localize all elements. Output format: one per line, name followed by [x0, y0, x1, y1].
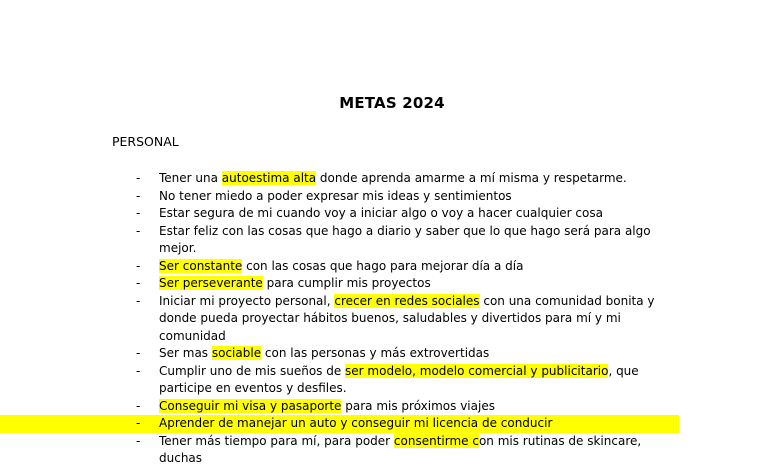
list-bullet-dash: - [136, 433, 141, 448]
list-item-text: Ser mas [159, 346, 212, 360]
list-item [0, 398, 679, 416]
list-item-text: Estar segura de mi cuando voy a iniciar algo o voy a hacer cualquier cosa [159, 206, 603, 220]
list-bullet-dash: - [136, 206, 141, 220]
list-bullet-dash: - [136, 188, 141, 203]
highlighted-text: crecer en redes sociales [334, 293, 480, 308]
highlighted-text: Conseguir mi visa y pasaporte [159, 398, 342, 413]
list-bullet-dash: - [136, 171, 141, 185]
list-item-text: Estar feliz con las cosas que hago a diario y saber que lo que hago será para algo mejor. [159, 223, 651, 255]
highlighted-text: autoestima alta [221, 171, 317, 185]
list-bullet-dash: - [136, 223, 141, 238]
list-item-text: Tener una [159, 171, 222, 185]
list-bullet-dash: - [136, 258, 141, 273]
document-title: METAS 2024 [339, 94, 445, 112]
list-item [0, 415, 679, 433]
list-item-text: con las personas y más extrovertidas [261, 346, 490, 360]
list-item [0, 170, 679, 188]
list-item-text: on mis rutinas de skincare, duchas [159, 433, 642, 465]
list-item-text: Tener más tiempo para mí, para poder [159, 433, 394, 448]
highlighted-text: Aprender de manejar un auto y conseguir mi licencia de conducir [159, 416, 553, 430]
list-bullet-dash: - [136, 398, 141, 413]
list-item-text: con las cosas que hago para mejorar día a día [242, 258, 524, 273]
list-item [0, 275, 679, 293]
section-heading: PERSONAL [112, 134, 179, 149]
highlighted-text: ser modelo, modelo comercial y publicitario [345, 363, 609, 378]
list-bullet-dash: - [136, 363, 141, 378]
list-item-text: para cumplir mis proyectos [262, 276, 431, 290]
highlighted-text: Ser constante [159, 258, 243, 273]
list-item-text: Iniciar mi proyecto personal, [159, 293, 335, 308]
list-item-text: , que participe en eventos y desfiles. [159, 363, 639, 395]
list-item [0, 345, 679, 363]
list-bullet-dash: - [136, 416, 141, 430]
list-item-text: Cumplir uno de mis sueños de [159, 363, 346, 378]
list-item [0, 293, 679, 346]
list-bullet-dash: - [136, 346, 141, 360]
list-item [0, 258, 679, 276]
list-bullet-dash: - [136, 293, 141, 308]
list-item-text: No tener miedo a poder expresar mis ideas y sentimientos [159, 188, 512, 203]
highlighted-text: consentirme c [393, 433, 479, 448]
list-item [0, 433, 679, 468]
list-item [0, 223, 679, 258]
highlighted-text: sociable [211, 346, 262, 360]
list-item-text: para mis próximos viajes [341, 398, 495, 413]
list-item-text: donde aprenda amarme a mí misma y respetarme. [316, 171, 627, 185]
list-item [0, 363, 679, 398]
list-item-text: con una comunidad bonita y donde pueda proyectar hábitos buenos, saludables y divertidos para mí y mi comunidad [159, 293, 655, 343]
list-item [0, 188, 679, 206]
list-item [0, 205, 679, 223]
goals-list [0, 170, 679, 468]
highlighted-text: Ser perseverante [159, 276, 263, 290]
list-bullet-dash: - [136, 276, 141, 290]
